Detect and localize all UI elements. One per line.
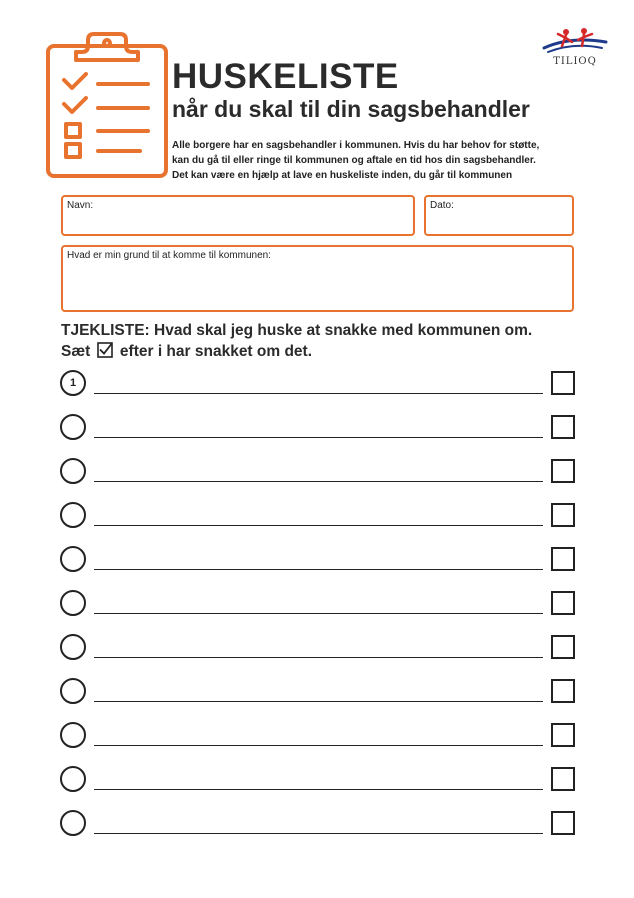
row-number-circle[interactable] [60, 678, 86, 704]
row-checkbox[interactable] [551, 635, 575, 659]
row-write-line[interactable] [94, 745, 543, 746]
row-checkbox[interactable] [551, 811, 575, 835]
row-number-circle[interactable] [60, 722, 86, 748]
logo-text: TILIOQ [553, 56, 597, 67]
row-write-line[interactable] [94, 437, 543, 438]
checklist-row [60, 810, 576, 838]
row-checkbox[interactable] [551, 723, 575, 747]
page-subtitle: når du skal til din sagsbehandler [172, 96, 530, 122]
row-number-circle[interactable] [60, 766, 86, 792]
checklist-heading: TJEKLISTE: Hvad skal jeg huske at snakke med kommunen om. [61, 322, 533, 339]
row-number-circle[interactable] [60, 502, 86, 528]
intro-line: Alle borgere har en sagsbehandler i kommunen. Hvis du har behov for støtte, [172, 140, 540, 151]
row-number-circle[interactable] [60, 546, 86, 572]
row-number-circle[interactable] [60, 414, 86, 440]
checklist-row [60, 502, 576, 530]
row-checkbox[interactable] [551, 547, 575, 571]
row-checkbox[interactable] [551, 503, 575, 527]
reason-label: Hvad er min grund til at komme til kommunen: [67, 250, 271, 261]
row-checkbox[interactable] [551, 371, 575, 395]
checklist-row [60, 722, 576, 750]
row-write-line[interactable] [94, 701, 543, 702]
row-write-line[interactable] [94, 481, 543, 482]
intro-line: Det kan være en hjælp at lave en huskeliste inden, du går til kommunen [172, 170, 513, 181]
instruction-after: efter i har snakket om det. [119, 343, 313, 360]
checklist-row [60, 634, 576, 662]
row-write-line[interactable] [94, 525, 543, 526]
intro-line: kan du gå til eller ringe til kommunen og aftale en tid hos din sagsbehandler. [172, 155, 536, 166]
date-label: Dato: [430, 200, 454, 211]
row-checkbox[interactable] [551, 415, 575, 439]
row-number-circle[interactable] [60, 590, 86, 616]
row-checkbox[interactable] [551, 459, 575, 483]
checklist-row [60, 766, 576, 794]
row-checkbox[interactable] [551, 767, 575, 791]
name-label: Navn: [67, 200, 94, 211]
checklist-row [60, 546, 576, 574]
row-number-circle[interactable]: 1 [60, 370, 86, 396]
checklist-row [60, 414, 576, 442]
instruction-before: Sæt [61, 343, 91, 360]
row-write-line[interactable] [94, 393, 543, 394]
row-number-circle[interactable] [60, 634, 86, 660]
checklist-row [60, 458, 576, 486]
page-title: HUSKELISTE [172, 57, 399, 96]
row-checkbox[interactable] [551, 591, 575, 615]
row-write-line[interactable] [94, 833, 543, 834]
row-write-line[interactable] [94, 789, 543, 790]
row-number-circle[interactable] [60, 458, 86, 484]
row-write-line[interactable] [94, 613, 543, 614]
row-number-circle[interactable] [60, 810, 86, 836]
checklist-row [60, 590, 576, 618]
row-write-line[interactable] [94, 657, 543, 658]
checklist-row [60, 370, 576, 398]
row-checkbox[interactable] [551, 679, 575, 703]
row-write-line[interactable] [94, 569, 543, 570]
checklist-row [60, 678, 576, 706]
